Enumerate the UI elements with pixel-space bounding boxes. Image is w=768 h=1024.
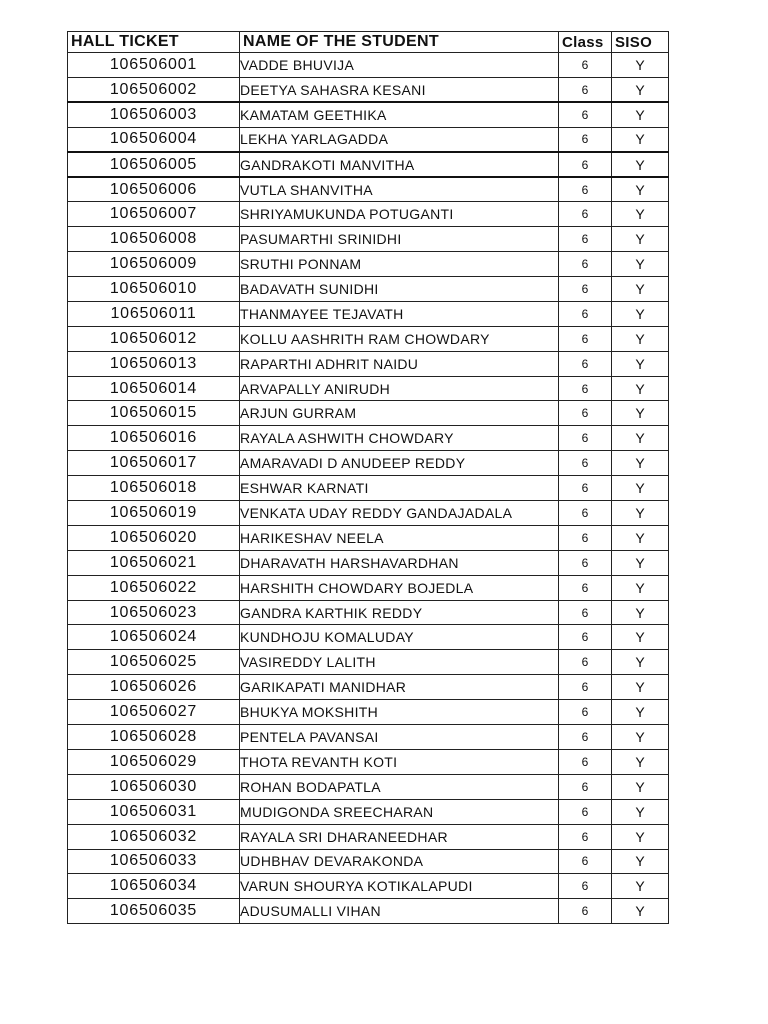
student-name-cell: VASIREDDY LALITH [240, 650, 559, 675]
hall-ticket-cell: 106506013 [68, 351, 240, 376]
hall-ticket-cell: 106506024 [68, 625, 240, 650]
class-cell: 6 [559, 152, 612, 177]
class-cell: 6 [559, 849, 612, 874]
student-name-cell: HARSHITH CHOWDARY BOJEDLA [240, 575, 559, 600]
siso-cell: Y [612, 849, 669, 874]
hall-ticket-cell: 106506018 [68, 476, 240, 501]
table-row [68, 799, 669, 824]
student-name-cell: GANDRAKOTI MANVITHA [240, 152, 559, 177]
table-row [68, 152, 669, 177]
hall-ticket-cell: 106506035 [68, 899, 240, 924]
column-header-siso: SISO [612, 32, 669, 53]
hall-ticket-cell: 106506011 [68, 301, 240, 326]
table-row [68, 899, 669, 924]
siso-cell: Y [612, 127, 669, 152]
siso-cell: Y [612, 575, 669, 600]
siso-cell: Y [612, 202, 669, 227]
table-row [68, 277, 669, 302]
hall-ticket-cell: 106506029 [68, 749, 240, 774]
student-name-cell: LEKHA YARLAGADDA [240, 127, 559, 152]
table-row [68, 177, 669, 202]
table-row [68, 600, 669, 625]
table-row [68, 53, 669, 78]
column-header-hall-ticket: HALL TICKET [68, 32, 240, 53]
hall-ticket-cell: 106506022 [68, 575, 240, 600]
class-cell: 6 [559, 899, 612, 924]
siso-cell: Y [612, 227, 669, 252]
class-cell: 6 [559, 725, 612, 750]
class-cell: 6 [559, 501, 612, 526]
student-name-cell: ADUSUMALLI VIHAN [240, 899, 559, 924]
hall-ticket-cell: 106506028 [68, 725, 240, 750]
table-row [68, 650, 669, 675]
class-cell: 6 [559, 575, 612, 600]
student-name-cell: BHUKYA MOKSHITH [240, 700, 559, 725]
class-cell: 6 [559, 227, 612, 252]
student-name-cell: DEETYA SAHASRA KESANI [240, 77, 559, 102]
class-cell: 6 [559, 77, 612, 102]
class-cell: 6 [559, 53, 612, 78]
siso-cell: Y [612, 451, 669, 476]
student-name-cell: VADDE BHUVIJA [240, 53, 559, 78]
siso-cell: Y [612, 252, 669, 277]
table-row [68, 351, 669, 376]
siso-cell: Y [612, 351, 669, 376]
siso-cell: Y [612, 476, 669, 501]
hall-ticket-cell: 106506030 [68, 774, 240, 799]
table-row [68, 824, 669, 849]
siso-cell: Y [612, 874, 669, 899]
student-name-cell: RAPARTHI ADHRIT NAIDU [240, 351, 559, 376]
class-cell: 6 [559, 476, 612, 501]
class-cell: 6 [559, 451, 612, 476]
class-cell: 6 [559, 550, 612, 575]
hall-ticket-cell: 106506007 [68, 202, 240, 227]
student-list-sheet [67, 31, 669, 924]
hall-ticket-cell: 106506004 [68, 127, 240, 152]
student-name-cell: RAYALA ASHWITH CHOWDARY [240, 426, 559, 451]
student-name-cell: KAMATAM GEETHIKA [240, 102, 559, 127]
siso-cell: Y [612, 525, 669, 550]
table-body [68, 53, 669, 924]
student-name-cell: SRUTHI PONNAM [240, 252, 559, 277]
student-name-cell: RAYALA SRI DHARANEEDHAR [240, 824, 559, 849]
student-name-cell: GANDRA KARTHIK REDDY [240, 600, 559, 625]
class-cell: 6 [559, 700, 612, 725]
siso-cell: Y [612, 725, 669, 750]
table-row [68, 525, 669, 550]
table-row [68, 575, 669, 600]
class-cell: 6 [559, 277, 612, 302]
class-cell: 6 [559, 401, 612, 426]
student-name-cell: HARIKESHAV NEELA [240, 525, 559, 550]
class-cell: 6 [559, 525, 612, 550]
table-row [68, 550, 669, 575]
class-cell: 6 [559, 376, 612, 401]
student-name-cell: ARVAPALLY ANIRUDH [240, 376, 559, 401]
hall-ticket-cell: 106506017 [68, 451, 240, 476]
hall-ticket-cell: 106506031 [68, 799, 240, 824]
student-name-cell: BADAVATH SUNIDHI [240, 277, 559, 302]
student-name-cell: UDHBHAV DEVARAKONDA [240, 849, 559, 874]
column-header-name: NAME OF THE STUDENT [240, 32, 559, 53]
class-cell: 6 [559, 675, 612, 700]
siso-cell: Y [612, 277, 669, 302]
hall-ticket-cell: 106506006 [68, 177, 240, 202]
class-cell: 6 [559, 426, 612, 451]
student-name-cell: DHARAVATH HARSHAVARDHAN [240, 550, 559, 575]
student-name-cell: VARUN SHOURYA KOTIKALAPUDI [240, 874, 559, 899]
hall-ticket-cell: 106506003 [68, 102, 240, 127]
student-name-cell: THANMAYEE TEJAVATH [240, 301, 559, 326]
table-row [68, 202, 669, 227]
student-name-cell: SHRIYAMUKUNDA POTUGANTI [240, 202, 559, 227]
table-row [68, 127, 669, 152]
table-row [68, 326, 669, 351]
hall-ticket-cell: 106506033 [68, 849, 240, 874]
siso-cell: Y [612, 177, 669, 202]
table-row [68, 625, 669, 650]
student-name-cell: GARIKAPATI MANIDHAR [240, 675, 559, 700]
table-row [68, 376, 669, 401]
hall-ticket-cell: 106506019 [68, 501, 240, 526]
student-name-cell: PENTELA PAVANSAI [240, 725, 559, 750]
table-row [68, 77, 669, 102]
hall-ticket-cell: 106506012 [68, 326, 240, 351]
siso-cell: Y [612, 501, 669, 526]
siso-cell: Y [612, 77, 669, 102]
siso-cell: Y [612, 376, 669, 401]
table-row [68, 874, 669, 899]
siso-cell: Y [612, 824, 669, 849]
student-name-cell: VENKATA UDAY REDDY GANDAJADALA [240, 501, 559, 526]
siso-cell: Y [612, 426, 669, 451]
hall-ticket-cell: 106506005 [68, 152, 240, 177]
class-cell: 6 [559, 874, 612, 899]
hall-ticket-cell: 106506001 [68, 53, 240, 78]
class-cell: 6 [559, 824, 612, 849]
table-row [68, 476, 669, 501]
hall-ticket-cell: 106506020 [68, 525, 240, 550]
student-name-cell: ROHAN BODAPATLA [240, 774, 559, 799]
student-table [67, 31, 669, 924]
table-row [68, 501, 669, 526]
hall-ticket-cell: 106506009 [68, 252, 240, 277]
column-header-class: Class [559, 32, 612, 53]
table-row [68, 102, 669, 127]
class-cell: 6 [559, 202, 612, 227]
class-cell: 6 [559, 252, 612, 277]
student-name-cell: KOLLU AASHRITH RAM CHOWDARY [240, 326, 559, 351]
class-cell: 6 [559, 799, 612, 824]
student-name-cell: ARJUN GURRAM [240, 401, 559, 426]
siso-cell: Y [612, 600, 669, 625]
siso-cell: Y [612, 401, 669, 426]
hall-ticket-cell: 106506034 [68, 874, 240, 899]
siso-cell: Y [612, 625, 669, 650]
siso-cell: Y [612, 675, 669, 700]
table-header-row [68, 32, 669, 53]
class-cell: 6 [559, 177, 612, 202]
class-cell: 6 [559, 326, 612, 351]
student-name-cell: THOTA REVANTH KOTI [240, 749, 559, 774]
siso-cell: Y [612, 301, 669, 326]
siso-cell: Y [612, 326, 669, 351]
siso-cell: Y [612, 550, 669, 575]
hall-ticket-cell: 106506021 [68, 550, 240, 575]
class-cell: 6 [559, 749, 612, 774]
table-row [68, 227, 669, 252]
siso-cell: Y [612, 700, 669, 725]
table-row [68, 401, 669, 426]
hall-ticket-cell: 106506008 [68, 227, 240, 252]
student-name-cell: MUDIGONDA SREECHARAN [240, 799, 559, 824]
table-row [68, 451, 669, 476]
siso-cell: Y [612, 899, 669, 924]
hall-ticket-cell: 106506026 [68, 675, 240, 700]
student-name-cell: AMARAVADI D ANUDEEP REDDY [240, 451, 559, 476]
hall-ticket-cell: 106506002 [68, 77, 240, 102]
table-row [68, 849, 669, 874]
hall-ticket-cell: 106506032 [68, 824, 240, 849]
table-row [68, 426, 669, 451]
class-cell: 6 [559, 600, 612, 625]
hall-ticket-cell: 106506016 [68, 426, 240, 451]
table-row [68, 725, 669, 750]
student-name-cell: PASUMARTHI SRINIDHI [240, 227, 559, 252]
class-cell: 6 [559, 127, 612, 152]
class-cell: 6 [559, 301, 612, 326]
hall-ticket-cell: 106506025 [68, 650, 240, 675]
student-name-cell: VUTLA SHANVITHA [240, 177, 559, 202]
table-row [68, 252, 669, 277]
siso-cell: Y [612, 799, 669, 824]
student-name-cell: ESHWAR KARNATI [240, 476, 559, 501]
class-cell: 6 [559, 351, 612, 376]
table-row [68, 774, 669, 799]
table-row [68, 700, 669, 725]
student-name-cell: KUNDHOJU KOMALUDAY [240, 625, 559, 650]
hall-ticket-cell: 106506023 [68, 600, 240, 625]
siso-cell: Y [612, 749, 669, 774]
table-row [68, 675, 669, 700]
hall-ticket-cell: 106506010 [68, 277, 240, 302]
siso-cell: Y [612, 152, 669, 177]
hall-ticket-cell: 106506014 [68, 376, 240, 401]
siso-cell: Y [612, 774, 669, 799]
siso-cell: Y [612, 102, 669, 127]
hall-ticket-cell: 106506015 [68, 401, 240, 426]
hall-ticket-cell: 106506027 [68, 700, 240, 725]
table-row [68, 301, 669, 326]
class-cell: 6 [559, 774, 612, 799]
class-cell: 6 [559, 102, 612, 127]
siso-cell: Y [612, 650, 669, 675]
class-cell: 6 [559, 650, 612, 675]
siso-cell: Y [612, 53, 669, 78]
class-cell: 6 [559, 625, 612, 650]
table-row [68, 749, 669, 774]
